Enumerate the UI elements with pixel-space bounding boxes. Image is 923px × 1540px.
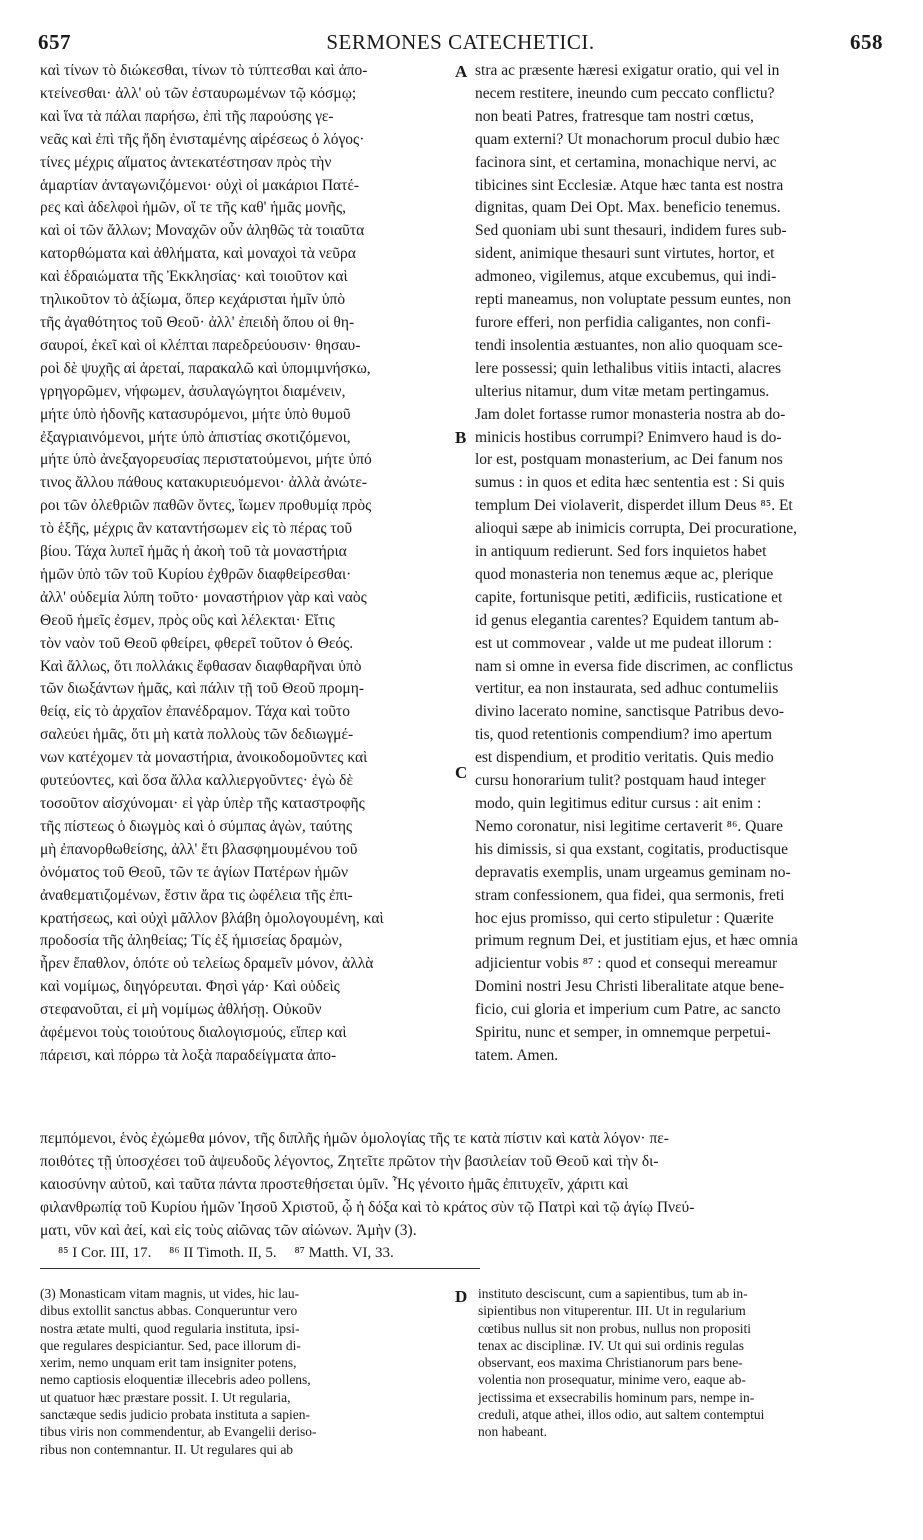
latin-text-line: templum Dei violaverit, disperdet illum Deus ⁸⁵. Et bbox=[475, 497, 793, 515]
footnote-line: dibus extollit sanctus abbas. Conqueruntur vero bbox=[40, 1303, 298, 1319]
latin-text-line: Nemo coronatur, nisi legitime certaverit ⁸⁶. Quare bbox=[475, 817, 784, 835]
latin-text-line: Jam dolet fortasse rumor monasteria nostra ab do- bbox=[475, 405, 786, 423]
footnote-left-column bbox=[40, 1285, 450, 1458]
greek-text-line: ἀναθεματιζομένων, ἔστιν ἄρα τις ὠφέλεια τῆς ἐπι- bbox=[40, 886, 353, 904]
greek-text-line: τῆς πίστεως ὁ διωγμὸς καὶ ὁ σύμπας ἀγὼν, ταύτης bbox=[40, 817, 353, 835]
greek-text-line: στεφανοῦται, εἰ μὴ νομίμως ἀθλήσῃ. Οὐκοῦν bbox=[40, 1001, 322, 1019]
latin-text-line: his dimissis, si qua exstant, cogitatis, productisque bbox=[475, 840, 788, 858]
greek-text-line: γρηγορῶμεν, νήφωμεν, ἀσυλαγώγητοι διαμένειν, bbox=[40, 382, 346, 400]
greek-text-line: τοσοῦτον αἰσχύνομαι· εἰ γὰρ ὑπὲρ τῆς καταστροφῆς bbox=[40, 795, 365, 812]
greek-text-line: τίνες μέχρις αἵματος ἀντεκατέστησαν πρὸς τὴν bbox=[40, 153, 332, 171]
margin-marker-c: C bbox=[455, 763, 468, 782]
greek-text-line: κτείνεσθαι· ἀλλ' οὐ τῶν ἐσταυρωμένων τῷ κόσμῳ; bbox=[40, 84, 357, 102]
footnote-line: sipientibus non vituperentur. III. Ut in regularium bbox=[478, 1303, 746, 1319]
greek-text-line: σαυροί, ἐκεῖ καὶ οἱ κλέπται παρεδρεύουσιν· θησαυ- bbox=[40, 336, 361, 354]
greek-text-line: πάρεισι, καὶ πόρρω τὰ λοξὰ παραδείγματα ἀπο- bbox=[40, 1046, 337, 1064]
greek-text-line: ρες καὶ ἀδελφοὶ ἡμῶν, οἵ τε τῆς καθ' ἡμᾶς μονῆς, bbox=[40, 199, 347, 217]
greek-text-line: κρατήσεως, καὶ οὐχὶ μᾶλλον βλάβη ὁμολογουμένη, καὶ bbox=[40, 909, 384, 927]
margin-marker-a: A bbox=[455, 62, 468, 81]
greek-text-line: καὶ τίνων τὸ διώκεσθαι, τίνων τὸ τύπτεσθαι καὶ ἀπο- bbox=[40, 62, 368, 79]
greek-text-line: μήτε ὑπὸ ἡδονῆς κατασυρόμενοι, μήτε ὑπὸ θυμοῦ bbox=[40, 405, 351, 423]
footnote-line: nemo captiosis eloquentiæ illecebris adeo pollens, bbox=[40, 1372, 311, 1388]
footnote-line: tenax ac disciplinæ. IV. Ut qui sui ordinis regulas bbox=[478, 1337, 744, 1353]
latin-text-line: alioqui sæpe ab inimicis corrupta, Dei procuratione, bbox=[475, 520, 797, 538]
latin-text-line: admoneo, vigilemus, atque excubemus, qui indi- bbox=[475, 268, 777, 286]
latin-text-line: facinora sint, et certamina, monachique nervi, ac bbox=[475, 153, 777, 171]
latin-text-line: vertitur, ea non instaurata, sed adhuc contumeliis bbox=[475, 680, 779, 698]
latin-text-line: est ut commovear , valde ut me pudeat illorum : bbox=[475, 634, 773, 652]
latin-text-line: sumus : in quos et edita hæc sententia est : Si quis bbox=[475, 474, 785, 492]
running-title: SERMONES CATECHETICI. bbox=[326, 30, 595, 54]
latin-text-line: capite, fortunisque petiti, ædificiis, rusticatione et bbox=[475, 588, 783, 606]
footnote-line: observant, eos maxima Christianorum pars bene- bbox=[478, 1355, 743, 1371]
scripture-references bbox=[58, 1245, 408, 1262]
latin-text-line: lor est, postquam monasterium, ac Dei fanum nos bbox=[475, 451, 783, 469]
greek-text-line: μήτε ὑπὸ ἀνεξαγορευσίας περιστατούμενοι, μήτε ὑπό bbox=[40, 451, 372, 469]
greek-text-line: Θεοῦ ἡμεῖς ἐσμεν, πρὸς οὓς καὶ λέλεκται· Εἴτις bbox=[40, 611, 335, 629]
greek-text-line: βίου. Τάχα λυπεῖ ἡμᾶς ἡ ἀκοὴ τοῦ τὰ μοναστήρια bbox=[40, 543, 347, 561]
footnote-line: creduli, atque athei, illos odio, aut saltem contemptui bbox=[478, 1407, 765, 1423]
full-width-text-line: ματι, νῦν καὶ ἀεί, καὶ εἰς τοὺς αἰῶνας τῶν αἰώνων. Ἀμὴν (3). bbox=[40, 1221, 417, 1239]
latin-text-line: Domini nostri Jesu Christi liberalitate atque bene- bbox=[475, 978, 785, 996]
latin-text-line: dignitas, quam Dei Opt. Max. beneficio tenemus. bbox=[475, 199, 781, 217]
greek-text-line: ὀνόματος τοῦ Θεοῦ, τῶν τε ἁγίων Πατέρων ἡμῶν bbox=[40, 863, 348, 881]
full-width-text-line: φιλανθρωπίᾳ τοῦ Κυρίου ἡμῶν Ἰησοῦ Χριστοῦ, ᾧ ἡ δόξα καὶ τὸ κράτος σὺν τῷ Πατρὶ καὶ τῷ ἁγίῳ Πνεύ- bbox=[40, 1198, 695, 1216]
greek-text-line: ἡμῶν ὑπὸ τῶν τοῦ Κυρίου ἐχθρῶν διαφθείρεσθαι· bbox=[40, 565, 352, 583]
margin-marker-b: B bbox=[455, 428, 467, 447]
greek-text-line: καὶ νομίμως, διηγόρευται. Φησὶ γάρ· Καὶ οὐδεὶς bbox=[40, 978, 340, 996]
footnote-line: volentia non prosequatur, minime vero, eaque ab- bbox=[478, 1372, 746, 1388]
latin-text-line: primum regnum Dei, et justitiam ejus, et hæc omnia bbox=[475, 932, 798, 950]
full-width-text-line: καιοσύνην αὐτοῦ, καὶ ταῦτα πάντα προστεθήσεται ὑμῖν. Ἧς γένοιτο ἡμᾶς ἐπιτυχεῖν, χάριτι καὶ bbox=[40, 1175, 629, 1193]
greek-column bbox=[40, 60, 450, 1068]
latin-text-line: necem restitere, ineundo cum peccato conflictu? bbox=[475, 84, 775, 102]
full-width-text-line: πεμπόμενοι, ἑνὸς ἐχώμεθα μόνον, τῆς διπλῆς ἡμῶν ὁμολογίας τῆς τε κατὰ πίστιν καὶ κατὰ λόγον· πε- bbox=[40, 1130, 669, 1147]
greek-text-line: ροι τῶν ὀλεθριῶν παθῶν ὄντες, ἴωμεν προθυμίᾳ πρὸς bbox=[40, 497, 372, 515]
latin-text-line: Sed quoniam ubi sunt thesauri, indidem fures sub- bbox=[475, 222, 787, 240]
greek-text-line: σαλεύει ἡμᾶς, ὅτι μὴ κατὰ πολλοὺς τῶν δεδιωγμέ- bbox=[40, 726, 354, 744]
latin-text-line: in antiquum redierunt. Sed fors inquietos habet bbox=[475, 543, 767, 561]
latin-text-line: modo, quin legitimus editur cursus : ait enim : bbox=[475, 795, 762, 812]
scripture-ref: ⁸⁵ I Cor. III, 17. bbox=[58, 1245, 152, 1261]
latin-text-line: divino lacerato nomine, sanctisque Patribus devo- bbox=[475, 703, 785, 721]
greek-text-line: τῆς ἀγαθότητος τοῦ Θεοῦ· ἀλλ' ἐπειδὴ ὅπου οἱ θη- bbox=[40, 313, 355, 331]
latin-text-line: tendi insolentia æstuantes, non alio quoquam sce- bbox=[475, 336, 783, 354]
latin-text-line: Spiritu, nunc et semper, in omnemque perpetui- bbox=[475, 1024, 771, 1042]
latin-column bbox=[475, 60, 885, 1068]
latin-text-line: hoc ejus promisso, qui certo stipuletur : Quærite bbox=[475, 909, 774, 927]
latin-text-line: quod monasteria non tenemus æque ac, plerique bbox=[475, 565, 774, 583]
footnote-line: cœtibus nullus sit non probus, nullus non propositi bbox=[478, 1320, 752, 1336]
footnote-line: (3) Monasticam vitam magnis, ut vides, hic lau- bbox=[40, 1286, 300, 1301]
latin-text-line: repti maneamus, non voluptate pessum euntes, non bbox=[475, 291, 791, 309]
latin-text-line: quam externi? Ut monachorum procul dubio hæc bbox=[475, 130, 780, 148]
footnote-line: instituto desciscunt, cum a sapientibus, tum ab in- bbox=[478, 1286, 748, 1301]
greek-text-line: καὶ ἑδραιώματα τῆς Ἐκκλησίας· καὶ τοιοῦτον καὶ bbox=[40, 268, 348, 286]
footnote-divider bbox=[40, 1268, 480, 1269]
footnote-line: nostra ætate multi, quod regularia instituta, ipsi- bbox=[40, 1320, 300, 1336]
greek-text-line: ἀφέμενοι τοὺς τοιούτους διαλογισμούς, εἴπερ καὶ bbox=[40, 1024, 347, 1042]
greek-text-line: νεᾶς καὶ ἐπὶ τῆς ἤδη ἐνισταμένης αἱρέσεως ὁ λόγος· bbox=[40, 130, 365, 148]
scripture-ref: ⁸⁶ II Timoth. II, 5. bbox=[169, 1245, 277, 1261]
greek-text-line: καὶ ἵνα τὰ πάλαι παρήσω, ἐπὶ τῆς παρούσης γε- bbox=[40, 107, 334, 125]
page-number-right: 658 bbox=[850, 30, 883, 54]
footnote-line: tibus viris non commendentur, ab Evangelii deriso- bbox=[40, 1424, 317, 1440]
greek-text-line: ἦρεν ἔπαθλον, ὁπότε οὐ τελείως δραμεῖν μόνον, ἀλλὰ bbox=[40, 955, 374, 973]
latin-text-line: lere possessi; quin lethalibus vitiis intacti, alacres bbox=[475, 359, 782, 377]
footnote-line: que regulares despiciantur. Sed, pace illorum di- bbox=[40, 1337, 301, 1353]
latin-text-line: nam si omne in eversa fide discrimen, ac conflictus bbox=[475, 657, 794, 675]
greek-text-line: καὶ οἱ τῶν ἄλλων; Μοναχῶν οὖν ἀληθῶς τὰ τοιαῦτα bbox=[40, 222, 365, 240]
latin-text-line: non beati Patres, fratresque tam nostri cœtus, bbox=[475, 107, 754, 125]
greek-text-line: τὸν ναὸν τοῦ Θεοῦ φθείρει, φθερεῖ τοῦτον ὁ Θεός. bbox=[40, 634, 354, 652]
footnote-line: ribus non contemnantur. II. Ut regulares qui ab bbox=[40, 1441, 294, 1457]
latin-text-line: est dispendium, et proditio veritatis. Quis medio bbox=[475, 749, 774, 767]
greek-text-line: μὴ ἐπανορθωθείσης, ἀλλ' ἔτι βλασφημουμένου τοῦ bbox=[40, 840, 358, 858]
greek-text-line: ἁμαρτίαν ἀνταγωνιζόμενοι· οὐχὶ οἱ μακάριοι Πατέ- bbox=[40, 176, 360, 194]
latin-text-line: furore efferi, non perfidia caligantes, non confi- bbox=[475, 313, 771, 331]
greek-text-line: Καὶ ἄλλως, ὅτι πολλάκις ἔφθασαν διαφθαρῆναι ὑπὸ bbox=[40, 657, 362, 675]
greek-text-line: ροὶ δὲ ψυχῆς αἱ ἀρεταί, παρακαλῶ καὶ ὑπομιμνήσκω, bbox=[40, 359, 371, 377]
latin-text-line: tibicines sint Ecclesiæ. Atque hæc tanta est nostra bbox=[475, 176, 784, 194]
latin-text-line: ficio, cui gloria et imperium cum Patre, ac sancto bbox=[475, 1001, 781, 1019]
latin-text-line: cursu honorarium tulit? postquam haud integer bbox=[475, 772, 766, 790]
latin-text-line: tis, quod retentionis compendium? imo apertum bbox=[475, 726, 773, 744]
latin-text-line: stram confessionem, qua fidei, qua sermonis, freti bbox=[475, 886, 785, 904]
margin-marker-d: D bbox=[455, 1287, 468, 1306]
footnote-line: xerim, nemo unquam erit tam insigniter potens, bbox=[40, 1355, 297, 1371]
latin-text-line: id genus elegantia carentes? Equidem tantum ab- bbox=[475, 611, 779, 629]
running-head bbox=[38, 30, 883, 54]
greek-text-line: φυτεύοντες, καὶ ὅσα ἄλλα καλλιεργοῦντες· ἐγὼ δὲ bbox=[40, 772, 353, 790]
latin-text-line: adjicientur vobis ⁸⁷ : quod et consequi mereamur bbox=[475, 955, 778, 973]
greek-text-line: τὸ ἑξῆς, μέχρις ἂν καταντήσωμεν εἰς τὸ πέρας τοῦ bbox=[40, 520, 353, 538]
page-number-left: 657 bbox=[38, 30, 71, 54]
scripture-ref: ⁸⁷ Matth. VI, 33. bbox=[294, 1245, 394, 1261]
greek-text-line: νων κατέχομεν τὰ μοναστήρια, ἀνοικοδομοῦντες καὶ bbox=[40, 749, 368, 767]
footnote-line: ut quatuor hæc præstare possit. I. Ut regularia, bbox=[40, 1389, 291, 1405]
greek-text-line: προδοσία τῆς ἀληθείας; Τίς ἐξ ἡμισείας δραμὼν, bbox=[40, 932, 343, 950]
footnote-right-column bbox=[478, 1285, 886, 1441]
latin-text-line: sident, animique thesauri sunt virtutes, hortor, et bbox=[475, 245, 775, 263]
greek-text-line: κατορθώματα καὶ ἀθλήματα, καὶ μοναχοὶ τὰ νεῦρα bbox=[40, 245, 356, 263]
latin-text-line: depravatis exemplis, unam urgeamus geminam no- bbox=[475, 863, 791, 881]
latin-text-line: stra ac præsente hæresi exigatur oratio, qui vel in bbox=[475, 62, 780, 79]
full-width-text-line: ποιθότες τῇ ὑποσχέσει τοῦ ἀψευδοῦς λέγοντος, Ζητεῖτε πρῶτον τὴν βασιλείαν τοῦ Θεοῦ καὶ τὴν δι- bbox=[40, 1152, 659, 1170]
footnote-line: jectissima et exsecrabilis hominum pars, nempe in- bbox=[478, 1389, 755, 1405]
latin-text-line: minicis hostibus corrumpi? Enimvero haud is do- bbox=[475, 428, 782, 446]
greek-text-line: τινος ἄλλου πάθους κατακυριευόμενοι· ἀλλὰ ἀνώτε- bbox=[40, 474, 368, 492]
greek-text-line: ἀλλ' οὐδεμία λύπη τοῦτο· μοναστήριον γὰρ καὶ ναὸς bbox=[40, 588, 367, 606]
greek-text-line: θείᾳ, εἰς τὸ ἀρχαῖον ἐπανέδραμον. Τάχα καὶ τοῦτο bbox=[40, 703, 351, 721]
greek-text-line: τηλικοῦτον τὸ ἀξίωμα, ὅπερ κεχάρισται ἡμῖν ὑπὸ bbox=[40, 291, 346, 309]
greek-text-line: τῶν διωξάντων ἡμᾶς, καὶ πάλιν τῇ τοῦ Θεοῦ προμη- bbox=[40, 680, 364, 698]
latin-text-line: ulterius nitamur, dum vitæ metam pertingamus. bbox=[475, 382, 770, 400]
latin-text-line: tatem. Amen. bbox=[475, 1046, 559, 1064]
footnote-line: non habeant. bbox=[478, 1424, 547, 1440]
footnote-line: sanctæque sedis judicio probata instituta a sapien- bbox=[40, 1407, 310, 1423]
greek-text-line: ἐξαγριαινόμενοι, μήτε ὑπὸ ἀπιστίας σκοτιζόμενοι, bbox=[40, 428, 351, 446]
closing-greek-paragraph bbox=[40, 1128, 885, 1243]
